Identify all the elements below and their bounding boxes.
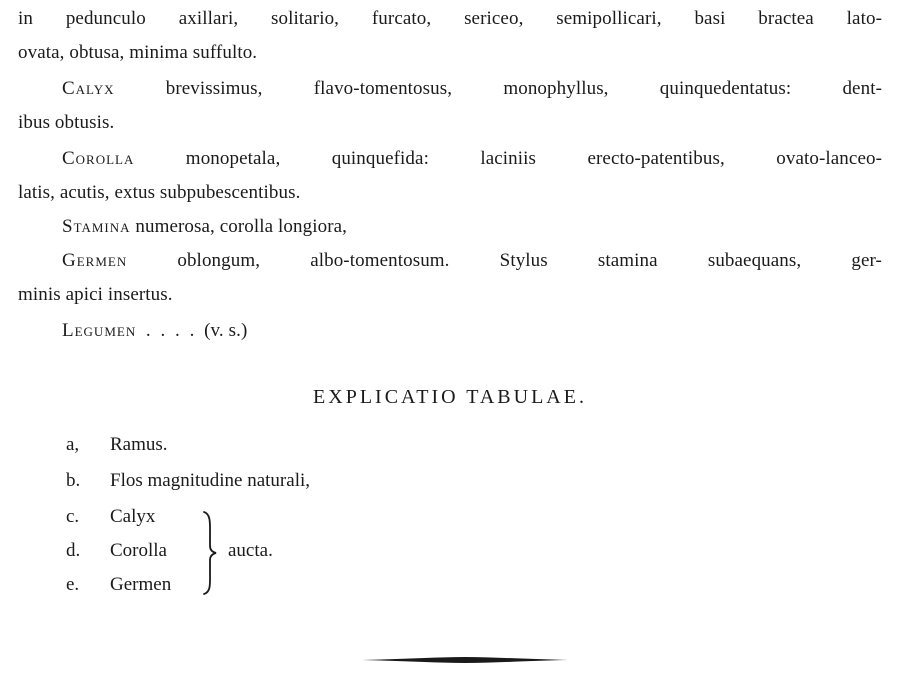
text-line-1-content: in pedunculo axillari, solitario, furcato, sericeo, semipollicari, basi bractea lato- <box>18 8 882 29</box>
list-item-a <box>66 434 168 456</box>
calyx-label: Calyx <box>62 78 115 99</box>
list-item-letter: b. <box>66 470 81 491</box>
legumen-text: . . . . (v. s.) <box>136 320 248 341</box>
list-item-c <box>66 506 155 528</box>
right-brace-icon <box>200 510 220 596</box>
list-item-text: Germen <box>110 574 172 595</box>
corolla-paragraph-line <box>62 148 882 170</box>
explicatio-heading: EXPLICATIO TABULAE. <box>313 386 587 408</box>
text-line-9: minis apici insertus. <box>18 284 173 305</box>
brace-label: aucta. <box>228 540 273 561</box>
stamina-text: numerosa, corolla longiora, <box>130 216 348 237</box>
calyx-text: brevissimus, flavo-tomentosus, monophyllus, quinquedentatus: dent- <box>114 78 882 99</box>
list-item-text: Calyx <box>110 506 156 527</box>
list-item-text: Ramus. <box>110 434 168 455</box>
germen-label: Germen <box>62 250 128 271</box>
germen-paragraph-line <box>62 250 882 272</box>
text-line-1 <box>18 8 882 30</box>
corolla-text: monopetala, quinquefida: laciniis erecto-patentibus, ovato-lanceo- <box>134 148 882 169</box>
text-line-4: ibus obtusis. <box>18 112 115 133</box>
stamina-label: Stamina <box>62 216 131 237</box>
list-item-e <box>66 574 171 596</box>
calyx-paragraph-line <box>62 78 882 100</box>
text-line-2: ovata, obtusa, minima suffulto. <box>18 42 258 63</box>
germen-text: oblongum, albo-tomentosum. Stylus stamina subaequans, ger- <box>127 250 882 271</box>
list-item-letter: a, <box>66 434 80 455</box>
list-item-b <box>66 470 310 492</box>
legumen-paragraph-line <box>62 320 247 342</box>
list-item-text: Flos magnitudine naturali, <box>110 470 311 491</box>
list-item-text: Corolla <box>110 540 167 561</box>
list-item-d <box>66 540 167 562</box>
corolla-label: Corolla <box>62 148 135 169</box>
text-line-6: latis, acutis, extus subpubescentibus. <box>18 182 301 203</box>
list-item-letter: e. <box>66 574 80 595</box>
list-item-letter: d. <box>66 540 81 561</box>
list-item-letter: c. <box>66 506 80 527</box>
decorative-rule <box>362 654 568 666</box>
legumen-label: Legumen <box>62 320 137 341</box>
stamina-paragraph-line <box>62 216 347 238</box>
